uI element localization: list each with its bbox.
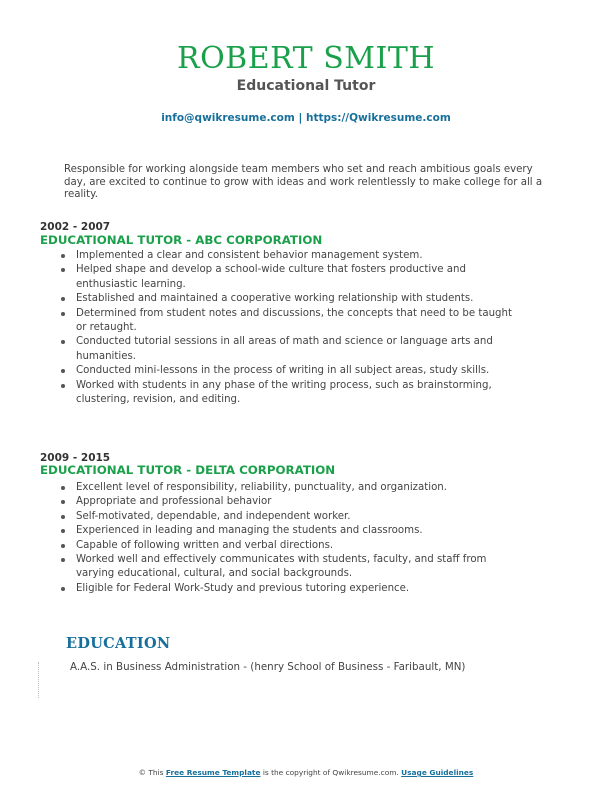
education-heading: EDUCATION [66, 635, 171, 652]
bullet-item: Worked well and effectively communicates with students, faculty, and staff from varying educational, cultural, and social backgrounds. [58, 553, 524, 582]
bullet-item: Eligible for Federal Work-Study and previous tutoring experience. [58, 582, 524, 596]
bullet-item: Helped shape and develop a school-wide culture that fosters productive and enthusiastic learning. [58, 263, 524, 292]
candidate-role: Educational Tutor [236, 78, 376, 94]
bullet-item: Experienced in leading and managing the students and classrooms. [58, 524, 524, 538]
footer-middle: is the copyright of Qwikresume.com. [260, 768, 402, 777]
contact-separator: | [294, 112, 306, 124]
candidate-name: ROBERT SMITH [176, 41, 436, 76]
bullet-item: Appropriate and professional behavior [58, 495, 524, 509]
website-link[interactable]: https://Qwikresume.com [305, 112, 451, 124]
job-bullets [58, 249, 524, 407]
bullet-item: Conducted tutorial sessions in all areas of math and science or language arts and humanities. [58, 335, 524, 364]
job-title: EDUCATIONAL TUTOR - ABC CORPORATION [40, 233, 323, 247]
usage-guidelines-link[interactable]: Usage Guidelines [401, 768, 474, 777]
free-resume-template-link[interactable]: Free Resume Template [165, 768, 261, 777]
bullet-item: Excellent level of responsibility, reliability, punctuality, and organization. [58, 481, 524, 495]
footer-prefix: © This [138, 768, 166, 777]
job-bullets [58, 481, 524, 596]
contact-line [0, 111, 612, 125]
bullet-item: Capable of following written and verbal directions. [58, 539, 524, 553]
summary-text: Responsible for working alongside team members who set and reach ambitious goals every day, are excited to continue to grow with ideas and work relentlessly to make college for all a reality. [64, 164, 543, 200]
bullet-item: Worked with students in any phase of the writing process, such as brainstorming, clustering, revision, and editing. [58, 379, 524, 408]
bullet-item: Implemented a clear and consistent behavior management system. [58, 249, 524, 263]
copyright-footer [0, 768, 612, 778]
education-divider [38, 662, 39, 698]
job-title: EDUCATIONAL TUTOR - DELTA CORPORATION [40, 463, 336, 477]
email-link[interactable]: info@qwikresume.com [161, 112, 295, 124]
education-entry: A.A.S. in Business Administration - (henry School of Business - Faribault, MN) [70, 661, 466, 673]
bullet-item: Conducted mini-lessons in the process of writing in all subject areas, study skills. [58, 364, 524, 378]
bullet-item: Self-motivated, dependable, and independent worker. [58, 510, 524, 524]
bullet-item: Determined from student notes and discussions, the concepts that need to be taught or retaught. [58, 307, 524, 336]
bullet-item: Established and maintained a cooperative working relationship with students. [58, 292, 524, 306]
job-period: 2009 - 2015 [40, 452, 111, 464]
job-period: 2002 - 2007 [40, 221, 111, 233]
